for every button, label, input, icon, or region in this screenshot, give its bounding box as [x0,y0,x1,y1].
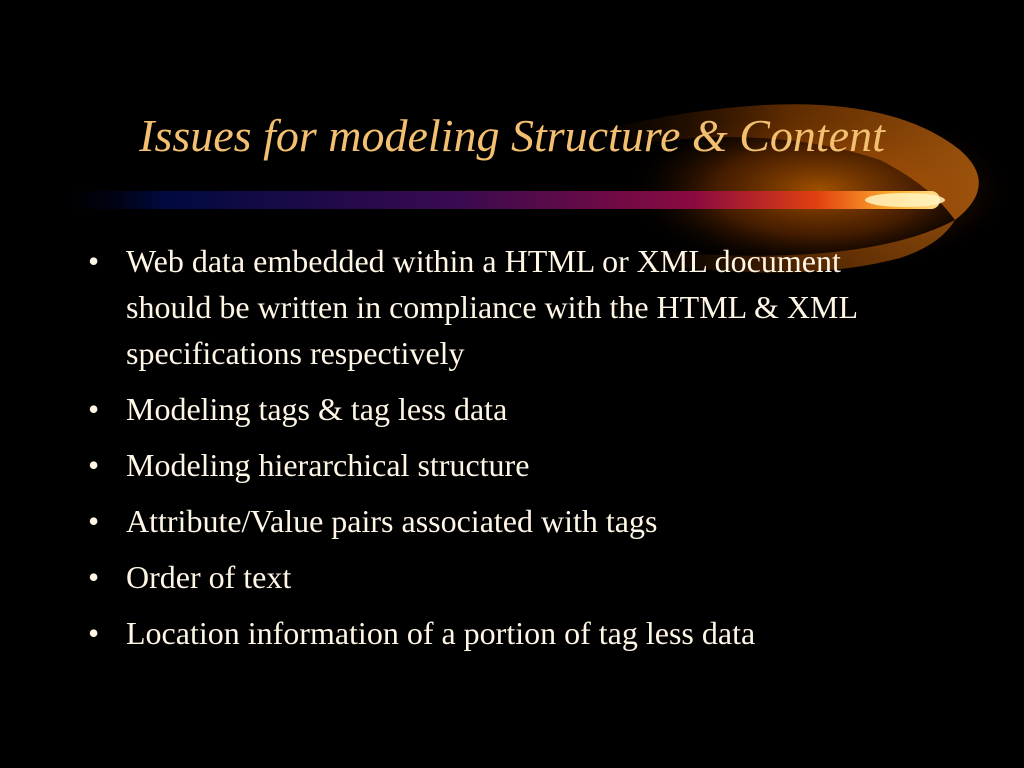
bullet-point-icon: • [88,447,100,483]
slide-title: Issues for modeling Structure & Content [139,110,885,161]
bullet-point-icon: • [88,391,100,427]
bullet-list [88,238,918,666]
bullet-text: Modeling hierarchical structure [126,447,530,483]
bullet-point-icon: • [88,243,100,279]
bullet-point-icon: • [88,503,100,539]
bullet-text: Location information of a portion of tag less data [126,615,756,651]
bullet-text: Attribute/Value pairs associated with tags [126,503,658,539]
bullet-text: Order of text [126,559,292,595]
bullet-point-icon: • [88,559,100,595]
bullet-text: Web data embedded within a HTML or XML document should be written in compliance with the HTML & XML specifications respectively [126,243,857,371]
list-item [88,238,918,376]
list-item [88,554,918,600]
bullet-point-icon: • [88,615,100,651]
list-item [88,386,918,432]
swoosh-highlight [865,193,945,207]
swoosh-bar [60,191,940,209]
bullet-text: Modeling tags & tag less data [126,391,508,427]
list-item [88,442,918,488]
list-item [88,610,918,656]
list-item [88,498,918,544]
